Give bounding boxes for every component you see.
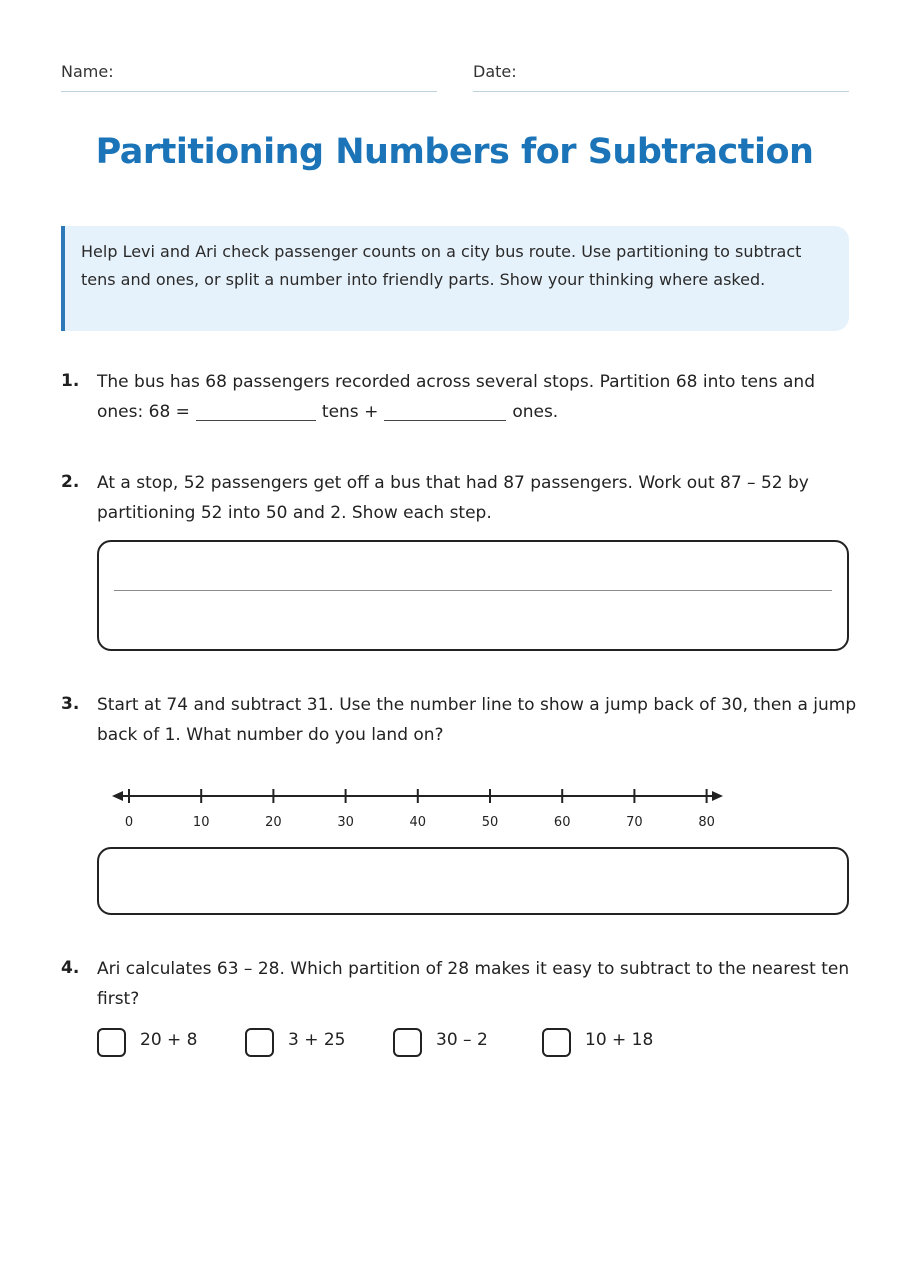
question-3-number: 3. (61, 694, 80, 714)
checkbox[interactable] (542, 1028, 571, 1057)
question-1-text (97, 368, 837, 427)
name-label: Name: (61, 62, 114, 81)
intro-text: Help Levi and Ari check passenger counts on a city bus route. Use partitioning to subtract tens and ones, or split a number into friendly parts. Show your thinking where asked. (81, 242, 802, 289)
tick-label: 30 (337, 815, 354, 830)
option-1-label: 20 + 8 (140, 1029, 198, 1050)
option-3[interactable] (393, 1028, 488, 1057)
option-2-label: 3 + 25 (288, 1029, 346, 1050)
number-line (110, 782, 730, 842)
question-3-answer-box[interactable] (97, 847, 849, 915)
question-1-text-part2: tens + (321, 401, 379, 422)
question-1-number: 1. (61, 371, 80, 391)
tick-label: 10 (192, 815, 210, 830)
tick-label: 40 (409, 815, 427, 830)
question-4-text: Ari calculates 63 – 28. Which partition of 28 makes it easy to subtract to the nearest ten first? (97, 959, 850, 1009)
question-2-text: At a stop, 52 passengers get off a bus that had 87 passengers. Work out 87 – 52 by partitioning 52 into 50 and 2. Show each step. (97, 473, 809, 523)
checkbox[interactable] (393, 1028, 422, 1057)
ones-blank[interactable] (384, 402, 506, 421)
question-4-number: 4. (61, 958, 80, 978)
tick-label: 0 (124, 815, 134, 830)
option-2[interactable] (245, 1028, 346, 1057)
question-2-number: 2. (61, 472, 80, 492)
tick-label: 80 (698, 815, 715, 830)
question-2-answer-box[interactable] (97, 540, 849, 651)
date-field-line[interactable] (473, 91, 849, 92)
checkbox[interactable] (245, 1028, 274, 1057)
intro-callout (61, 226, 849, 331)
left-arrow-icon (112, 791, 123, 801)
checkbox[interactable] (97, 1028, 126, 1057)
tick-label: 70 (626, 815, 643, 830)
question-1-text-part3: ones. (512, 401, 559, 422)
tick-label: 50 (481, 815, 499, 830)
page-title: Partitioning Numbers for Subtraction (95, 132, 814, 172)
writing-line (114, 590, 832, 591)
option-4[interactable] (542, 1028, 653, 1057)
option-3-label: 30 – 2 (436, 1029, 488, 1050)
question-1-text-part1: The bus has 68 passengers recorded across several stops. Partition 68 into tens and ones: 68 = (97, 372, 815, 422)
name-field-line[interactable] (61, 91, 437, 92)
tick-label: 60 (553, 815, 571, 830)
date-label: Date: (473, 62, 517, 81)
right-arrow-icon (712, 791, 723, 801)
question-3-text: Start at 74 and subtract 31. Use the number line to show a jump back of 30, then a jump back of 1. What number do you land on? (97, 695, 857, 745)
tens-blank[interactable] (196, 402, 316, 421)
tick-label: 20 (265, 815, 282, 830)
option-1[interactable] (97, 1028, 198, 1057)
option-4-label: 10 + 18 (585, 1029, 654, 1050)
